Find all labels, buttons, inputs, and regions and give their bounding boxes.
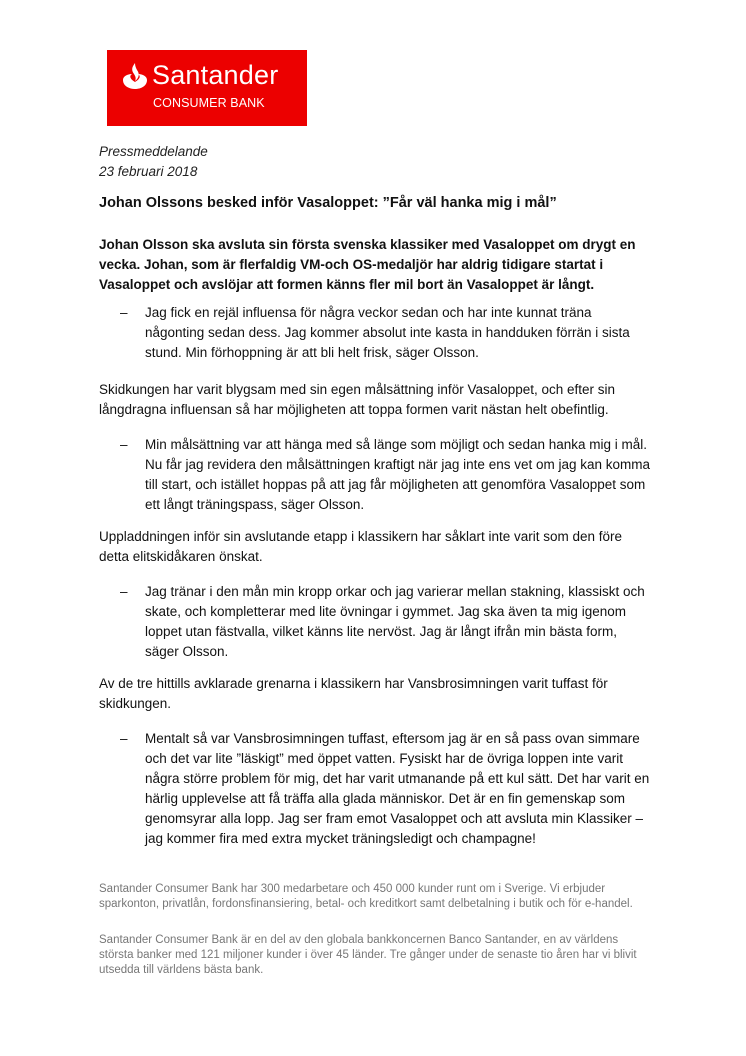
- quote-text: Jag tränar i den mån min kropp orkar och jag varierar mellan stakning, klassiskt och skate, och kompletterar med lite övningar i gymmet. Jag ska även ta mig igenom loppet utan fästvalla, vilket känns lite nervöst. Jag är långt ifrån min bästa form, säger Olsson.: [145, 584, 645, 659]
- logo-subtitle: CONSUMER BANK: [153, 96, 265, 110]
- body-paragraph: Av de tre hittills avklarade grenarna i klassikern har Vansbrosimningen varit tuffast för skidkungen.: [99, 676, 608, 711]
- quote-dash: –: [120, 731, 128, 746]
- lead-paragraph: Johan Olsson ska avsluta sin första svenska klassiker med Vasaloppet om drygt en vecka. Johan, som är flerfaldig VM-och OS-medaljör har aldrig tidigare startat i Vasaloppet och avslöjar att formen känns fler mil bort än Vasaloppet är långt.: [99, 237, 636, 292]
- quote-text: Mentalt så var Vansbrosimningen tuffast, eftersom jag är en så pass ovan simmare och det var lite ”läskigt” med öppet vatten. Fysiskt har de övriga loppen inte varit några större problem för mig, det har varit utmanande på ett kul sätt. Det har varit en härlig upplevelse att få träffa alla glada människor. Det är en fin gemenskap som genomsyrar alla lopp. Jag ser fram emot Vasaloppet och att avsluta min Klassiker – jag kommer fira med extra mycket träningsledigt och champagne!: [145, 731, 650, 846]
- quote-block: [120, 303, 650, 363]
- article-title: Johan Olssons besked inför Vasaloppet: ”Får väl hanka mig i mål”: [99, 195, 557, 211]
- quote-block: [120, 435, 650, 515]
- footer-paragraph: Santander Consumer Bank är en del av den globala bankkoncernen Banco Santander, en av världens största banker med 121 miljoner kunder i över 45 länder. Tre gånger under de senaste tio åren har vi blivit utsedda till världens bästa bank.: [99, 934, 637, 976]
- quote-block: [120, 729, 650, 849]
- body-paragraph: Uppladdningen inför sin avslutande etapp i klassikern har såklart inte varit som den före detta elitskidåkaren önskat.: [99, 529, 623, 564]
- logo-brand-text: Santander: [152, 60, 279, 90]
- publication-date: 23 februari 2018: [99, 164, 198, 179]
- quote-text: Jag fick en rejäl influensa för några veckor sedan och har inte kunnat träna någonting sedan dess. Jag kommer absolut inte kasta in handduken förrän i sista stund. Min förhoppning är att bli helt frisk, säger Olsson.: [145, 305, 630, 360]
- santander-logo: [107, 50, 307, 126]
- press-release-label: Pressmeddelande: [99, 144, 208, 159]
- footer-paragraph: Santander Consumer Bank har 300 medarbetare och 450 000 kunder runt om i Sverige. Vi erbjuder sparkonton, privatlån, fordonsfinansiering, betal- och kreditkort samt delbetalning i butik och för e-handel.: [99, 883, 633, 910]
- quote-dash: –: [120, 584, 128, 599]
- quote-dash: –: [120, 437, 128, 452]
- flame-icon: [121, 61, 149, 96]
- quote-block: [120, 582, 650, 662]
- quote-text: Min målsättning var att hänga med så länge som möjligt och sedan hanka mig i mål. Nu får jag revidera den målsättningen kraftigt när jag inte ens vet om jag kan komma till start, och istället hoppas på att jag får möjligheten att genomföra Vasaloppet som ett långt träningspass, säger Olsson.: [145, 437, 651, 512]
- quote-dash: –: [120, 305, 128, 320]
- body-paragraph: Skidkungen har varit blygsam med sin egen målsättning inför Vasaloppet, och efter sin långdragna influensan så har möjligheten att toppa formen varit nästan helt obefintlig.: [99, 382, 616, 417]
